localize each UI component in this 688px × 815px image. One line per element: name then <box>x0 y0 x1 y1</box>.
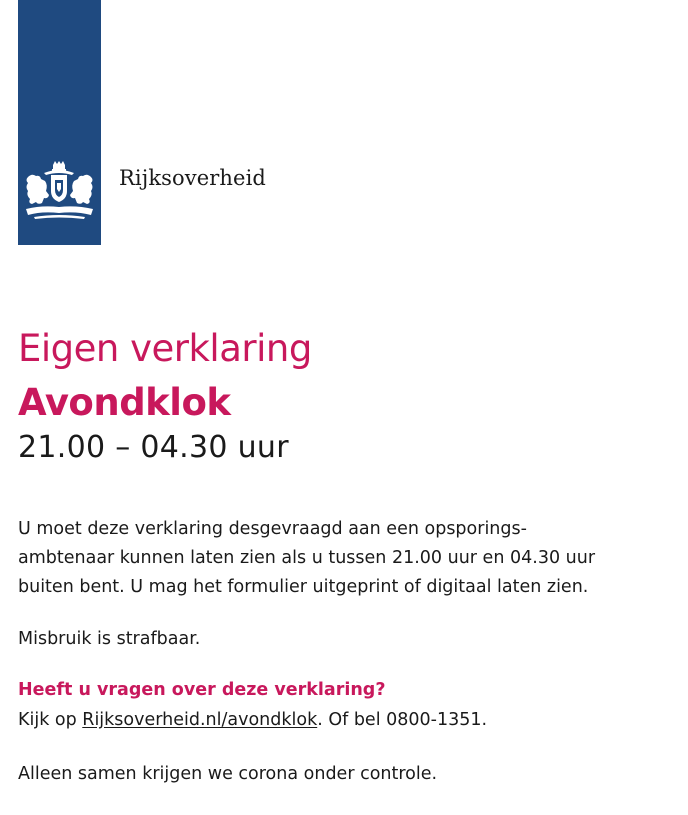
intro-paragraph <box>18 515 658 602</box>
contact-paragraph <box>18 706 658 735</box>
misuse-notice: Misbruik is strafbaar. <box>18 629 201 649</box>
questions-heading: Heeft u vragen over deze verklaring? <box>18 680 386 700</box>
closing-statement: Alleen samen krijgen we corona onder controle. <box>18 764 438 784</box>
document-title: Eigen verklaring <box>18 327 312 370</box>
avondklok-link[interactable]: Rijksoverheid.nl/avondklok <box>82 710 318 730</box>
document-subtitle: Avondklok <box>18 381 231 424</box>
intro-line-1: U moet deze verklaring desgevraagd aan een opsporings- <box>18 519 527 539</box>
brand-name: Rijksoverheid <box>119 166 266 190</box>
intro-line-3: buiten bent. U mag het formulier uitgeprint of digitaal laten zien. <box>18 577 589 597</box>
royal-coat-of-arms-icon <box>22 161 97 223</box>
contact-prefix: Kijk op <box>18 710 83 730</box>
curfew-time-range: 21.00 – 04.30 uur <box>18 430 289 465</box>
intro-line-2: ambtenaar kunnen laten zien als u tussen 21.00 uur en 04.30 uur <box>18 548 596 568</box>
contact-suffix: . Of bel 0800-1351. <box>317 710 488 730</box>
